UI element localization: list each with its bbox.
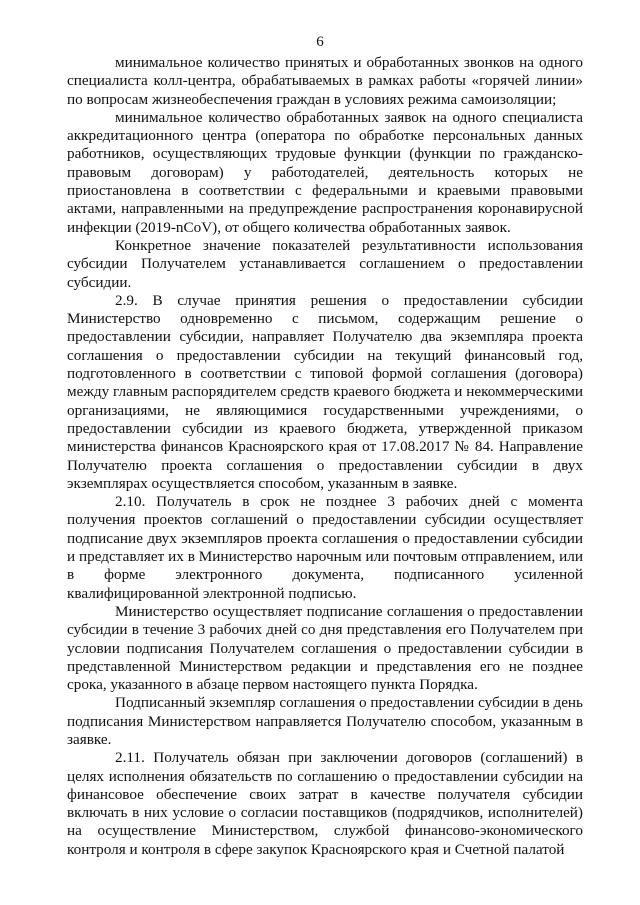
paragraph: 2.10. Получатель в срок не позднее 3 рабочих дней с момента получения проектов соглашений о предоставлении субсидии осуществляет подписание двух экземпляров проекта соглашения о предоставлении субсидии и представляет их в Министерство нарочным или почтовым отправлением, или в форме электронного документа, подписанного усиленной квалифицированной электронной подписью. [67,493,583,602]
page-number: 6 [316,34,324,50]
document-body [67,54,583,859]
paragraph: Конкретное значение показателей результативности использования субсидии Получателем устанавливается соглашением о предоставлении субсидии. [67,236,583,291]
paragraph: Министерство осуществляет подписание соглашения о предоставлении субсидии в течение 3 рабочих дней со дня представления его Получателем при условии подписания Получателем соглашения о предоставлении субсидии в представленной Министерством редакции и представления его не позднее срока, указанного в абзаце первом настоящего пункта Порядка. [67,602,583,694]
paragraph: минимальное количество принятых и обработанных звонков на одного специалиста колл-центра, обрабатываемых в рамках работы «горячей линии» по вопросам жизнеобеспечения граждан в условиях режима самоизоляции; [67,54,583,108]
paragraph: 2.9. В случае принятия решения о предоставлении субсидии Министерство одновременно с письмом, содержащим решение о предоставлении субсидии, направляет Получателю два экземпляра проекта соглашения о предоставлении субсидии на текущий финансовый год, подготовленного в соответствии с типовой формой соглашения (договора) между главным распорядителем средств краевого бюджета и некоммерческими организациями, не являющимися государственными учреждениями, о предоставлении субсидии из краевого бюджета, утвержденной приказом министерства финансов Красноярского края от 17.08.2017 № 84. Направление Получателю проекта соглашения о предоставлении субсидии в двух экземплярах осуществляется способом, указанным в заявке. [67,291,583,492]
paragraph: 2.11. Получатель обязан при заключении договоров (соглашений) в целях исполнения обязательств по соглашению о предоставлении субсидии на финансовое обеспечение своих затрат в качестве получателя субсидии включать в них условие о согласии поставщиков (подрядчиков, исполнителей) на осуществление Министерством, службой финансово-экономического контроля и контроля в сфере закупок Красноярского края и Счетной палатой [67,749,583,858]
paragraph: минимальное количество обработанных заявок на одного специалиста аккредитационного центра (оператора по обработке персональных данных работников, осуществляющих трудовые функции (функции по гражданско-правовым договорам) у работодателей, деятельность которых не приостановлена в соответствии с федеральными и краевыми правовыми актами, направленными на предупреждение распространения коронавирусной инфекции (2019-nCoV), от общего количества обработанных заявок. [67,108,583,236]
paragraph: Подписанный экземпляр соглашения о предоставлении субсидии в день подписания Министерством направляется Получателю способом, указанным в заявке. [67,694,583,748]
